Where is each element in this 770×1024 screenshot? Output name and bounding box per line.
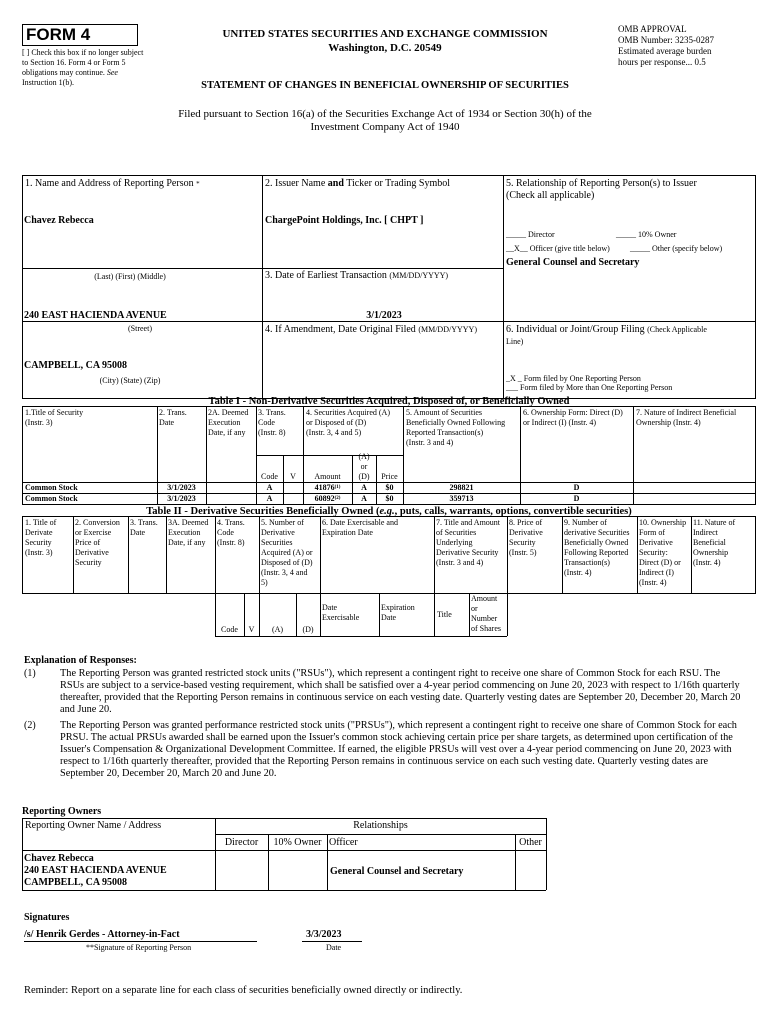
t1-header-code: 3. Trans. Code (Instr. 8) [258,408,286,437]
owners-col-other: Other [519,837,542,848]
reporting-person-label: 1. Name and Address of Reporting Person * [25,178,200,189]
t2-header-ownership-form: 10. Ownership Form of Derivative Security: Direct (D) or Indirect (I) (Instr. 4) [639,518,687,587]
street-caption: (Street) [128,324,152,333]
owner-address: Chavez Rebecca 240 EAST HACIENDA AVENUE CAMPBELL, CA 95008 [24,853,167,888]
t1-header-date: 2. Trans. Date [159,408,187,427]
t2-header-number: 5. Number of Derivative Securities Acquired (A) or Disposed of (D) (Instr. 3, 4 and 5) [261,518,313,587]
t2-header-owned: 9. Number of derivative Securities Beneficially Owned Following Reported Transaction(s) (Instr. 4) [564,518,630,577]
t1-row1-form: D [573,483,580,492]
owners-col-name: Reporting Owner Name / Address [25,820,162,831]
officer-title: General Counsel and Secretary [506,257,640,268]
t2-header-date: 3. Trans. Date [130,518,158,537]
signer-name: /s/ Henrik Gerdes - Attorney-in-Fact [24,929,180,940]
t1-row2-date: 3/1/2023 [167,494,196,503]
date-caption: Date [326,943,342,952]
t1-row2-owned: 359713 [449,494,474,503]
commission-name: UNITED STATES SECURITIES AND EXCHANGE COMMISSION [222,28,548,40]
owners-col-director: Director [224,837,259,848]
t1-header-ownership-form: 6. Ownership Form: Direct (D) or Indirect (I) (Instr. 4) [523,408,623,427]
reporting-person-name: Chavez Rebecca [24,215,94,226]
signatures-heading: Signatures [24,912,70,923]
t1-row2-title: Common Stock [25,494,78,503]
city-caption: (City) (State) (Zip) [99,376,161,385]
t2-sub-title: Title [437,610,452,619]
earliest-transaction-date: 3/1/2023 [366,310,402,321]
reporting-person-street: 240 EAST HACIENDA AVENUE [24,310,167,321]
reporting-person-city: CAMPBELL, CA 95008 [24,360,128,371]
t2-header-title: 1. Title of Derivate Security (Instr. 3) [25,518,57,557]
t1-sub-aord: (A) or (D) [358,452,370,481]
footnote-2-text: The Reporting Person was granted performance restricted stock units ("PRSUs"), which represent a contingent right to receive one share of Common Stock for each PRSU. The actual PRSUs awarded shall be earned upon the Issuer's common stock achieving certain price per share targets, as determined upon certification of the Issuer's Compensation & Organizational Development Committee. If earned, the eligible PRSUs will vest over a 4-year period commencing on June 20, 2023 with respect to 1/16th quarterly thereafter, provided that the Reporting Person remains in continuous service on each such vesting date. Quarterly vesting dates are September 20, December 20, March 20 and June 20. [60,720,737,779]
t1-row1-amount: 41876$^{(1)}$ [314,483,341,492]
table1-title: Table I - Non-Derivative Securities Acquired, Disposed of, or Beneficially Owned [208,396,570,407]
t1-row2-aord: A [361,494,367,503]
t1-header-title: 1.Title of Security (Instr. 3) [25,408,84,427]
owners-col-ten-percent: 10% Owner [273,837,322,848]
relationship-other: _____ Other (specify below) [630,244,723,253]
footnote-1-number: (1) [24,668,36,679]
signature-date: 3/3/2023 [306,929,342,940]
form-title-box [22,24,138,46]
t1-row1-date: 3/1/2023 [167,483,196,492]
t1-row1-owned: 298821 [449,483,474,492]
signature-caption: **Signature of Reporting Person [86,943,192,952]
relationship-director: _____ Director [506,230,555,239]
relationship-label: 5. Relationship of Reporting Person(s) to Issuer (Check all applicable) [506,178,697,201]
t2-header-code: 4. Trans. Code (Instr. 8) [217,518,245,547]
table2-title: Table II - Derivative Securities Beneficially Owned (e.g., puts, calls, warrants, options, convertible securities) [146,506,632,517]
t1-header-owned: 5. Amount of Securities Beneficially Owned Following Reported Transaction(s) (Instr. 3 and 4) [406,408,506,447]
owners-col-relationships: Relationships [353,820,408,831]
t2-sub-date-exercisable: Date Exercisable [322,603,360,622]
name-caption: (Last) (First) (Middle) [94,272,166,281]
statement-title: STATEMENT OF CHANGES IN BENEFICIAL OWNERSHIP OF SECURITIES [201,80,569,91]
owner-officer-title: General Counsel and Secretary [330,866,464,877]
t1-header-acquired: 4. Securities Acquired (A) or Disposed of (D) (Instr. 3, 4 and 5) [306,408,390,437]
t1-sub-v: V [290,472,296,481]
commission-location: Washington, D.C. 20549 [328,42,442,54]
filed-pursuant: Filed pursuant to Section 16(a) of the Securities Exchange Act of 1934 or Section 30(h) of the Investment Company Act of 1940 [178,108,592,133]
footnote-2-number: (2) [24,720,36,731]
issuer-name: ChargePoint Holdings, Inc. [ CHPT ] [265,215,424,226]
reminder-text: Reminder: Report on a separate line for each class of securities beneficially owned directly or indirectly. [24,985,463,996]
t2-sub-amount: Amount or Number of Shares [471,594,501,633]
t1-row1-code: A [266,483,273,492]
t2-header-exercisable: 6. Date Exercisable and Expiration Date [322,518,398,537]
t1-row1-price: $0 [385,483,394,492]
reporting-owners-heading: Reporting Owners [22,806,102,817]
t2-sub-a: (A) [271,625,284,634]
relationship-ten-percent: _____ 10% Owner [616,230,677,239]
t2-sub-d: (D) [302,625,314,634]
group-filing-option-more: ___ Form filed by More than One Reporting Person [506,383,673,392]
t1-row2-amount: 60892$^{(2)}$ [314,494,341,503]
t1-header-nature: 7. Nature of Indirect Beneficial Ownership (Instr. 4) [636,408,737,427]
owners-col-officer: Officer [329,837,358,848]
t1-sub-code: Code [261,472,278,481]
omb-approval: OMB APPROVAL OMB Number: 3235-0287 Estimated average burden hours per response... 0.5 [618,24,714,67]
section16-checkbox-note: [ ] Check this box if no longer subject to Section 16. Form 4 or Form 5 obligations may continue. See Instruction 1(b). [22,48,144,87]
amendment-label: 4. If Amendment, Date Original Filed (MM/DD/YYYY) [265,324,477,335]
t1-row2-code: A [266,494,273,503]
form-title: FORM 4 [26,25,91,44]
t1-sub-price: Price [381,472,398,481]
group-filing-option-one: _X _ Form filed by One Reporting Person [506,374,641,383]
t2-sub-v: V [248,625,255,634]
earliest-transaction-label: 3. Date of Earliest Transaction (MM/DD/YYYY) [265,270,449,281]
t2-sub-expiration: Expiration Date [381,603,415,622]
t2-header-deemed: 3A. Deemed Execution Date, if any [168,518,209,547]
t1-row1-aord: A [361,483,367,492]
footnote-1-text: The Reporting Person was granted restricted stock units ("RSUs"), which represent a contingent right to receive one share of Common Stock for each RSU. The RSUs are subject to a service-based vesting requirement, which shall be satisfied over a 4-year period commencing on June 20, 2023 with respect to 1/16th quarterly thereafter, provided that the Reporting Person remains in continuous service on each vesting date. Quarterly vesting dates are September 20, December 20, March 20 and June 20. [60,668,741,715]
issuer-label: 2. Issuer Name and Ticker or Trading Symbol [265,178,451,189]
relationship-officer: __X__ Officer (give title below) [506,244,610,253]
explanation-heading: Explanation of Responses: [24,655,137,666]
t2-header-price: 8. Price of Derivative Security (Instr. 5) [509,518,543,557]
t1-row2-form: D [573,494,580,503]
t2-header-underlying: 7. Title and Amount of Securities Underlying Derivative Security (Instr. 3 and 4) [436,518,501,567]
t1-row2-price: $0 [385,494,394,503]
group-filing-label: 6. Individual or Joint/Group Filing (Check Applicable Line) [506,324,707,346]
t2-header-conversion: 2. Conversion or Exercise Price of Derivative Security [75,518,120,567]
t1-sub-amount: Amount [314,472,341,481]
t1-header-deemed: 2A. Deemed Execution Date, if any [208,408,249,437]
t2-sub-code: Code [221,625,238,634]
t2-header-nature: 11. Nature of Indirect Beneficial Ownership (Instr. 4) [693,518,736,567]
t1-row1-title: Common Stock [25,483,78,492]
